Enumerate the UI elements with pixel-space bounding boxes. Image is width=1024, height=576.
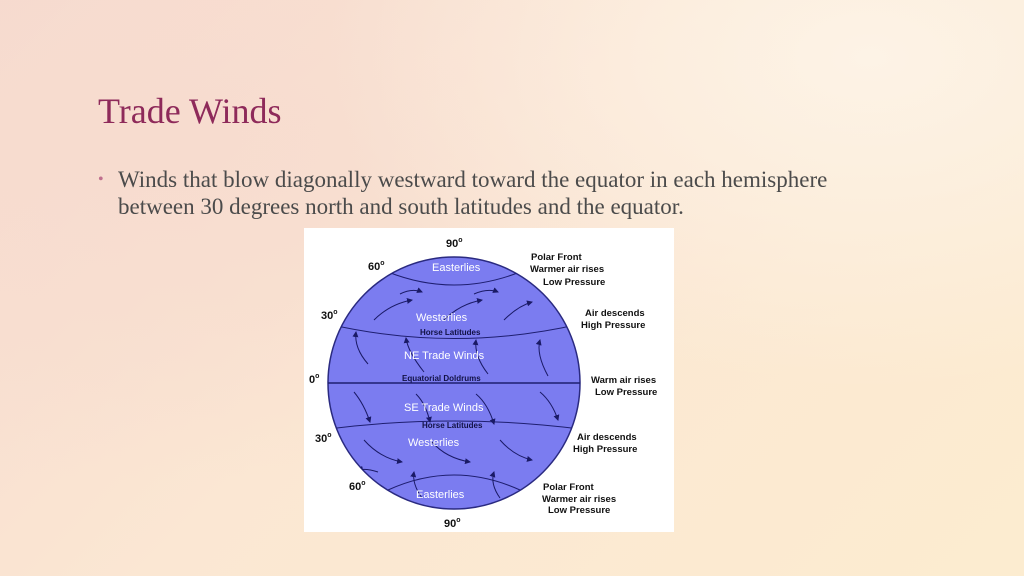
lat-label-equator: 0$^o$ bbox=[309, 373, 320, 386]
lat-label-south-30: 30$^o$ bbox=[315, 432, 332, 445]
lat-label-north-60: 60$^o$ bbox=[368, 260, 385, 273]
lat-label-south-60: 60$^o$ bbox=[349, 480, 366, 493]
lat-label-south-pole: 90$^o$ bbox=[444, 517, 461, 530]
bullet-item bbox=[98, 166, 878, 220]
wind-diagram-svg bbox=[304, 228, 674, 532]
zone-westerlies-south: Westerlies bbox=[408, 437, 460, 449]
zone-horse-latitudes-north: Horse Latitudes bbox=[420, 328, 481, 337]
lat-label-north-30: 30$^o$ bbox=[321, 309, 338, 322]
note-polar-front-north: Polar Front Warmer air rises Low Pressure bbox=[530, 252, 606, 288]
lat-label-north-pole: 90$^o$ bbox=[446, 237, 463, 250]
zone-easterlies-north: Easterlies bbox=[432, 262, 481, 274]
zone-westerlies-north: Westerlies bbox=[416, 312, 468, 324]
note-warm-air-rises: Warm air rises Low Pressure bbox=[591, 375, 658, 398]
slide-title: Trade Winds bbox=[98, 91, 282, 131]
zone-ne-trade-winds: NE Trade Winds bbox=[404, 350, 485, 362]
zone-horse-latitudes-south: Horse Latitudes bbox=[422, 421, 483, 430]
zone-easterlies-south: Easterlies bbox=[416, 489, 465, 501]
wind-diagram bbox=[304, 228, 674, 532]
note-polar-front-south: Polar Front Warmer air rises Low Pressure bbox=[542, 482, 617, 516]
note-air-descends-north: Air descends High Pressure bbox=[581, 308, 646, 331]
bullet-dot-icon: • bbox=[98, 171, 104, 188]
zone-equatorial-doldrums: Equatorial Doldrums bbox=[402, 374, 481, 383]
zone-se-trade-winds: SE Trade Winds bbox=[404, 402, 484, 414]
note-air-descends-south: Air descends High Pressure bbox=[573, 432, 638, 455]
bullet-text: Winds that blow diagonally westward toward the equator in each hemisphere between 30 degrees north and south latitudes and the equator. bbox=[118, 167, 828, 219]
